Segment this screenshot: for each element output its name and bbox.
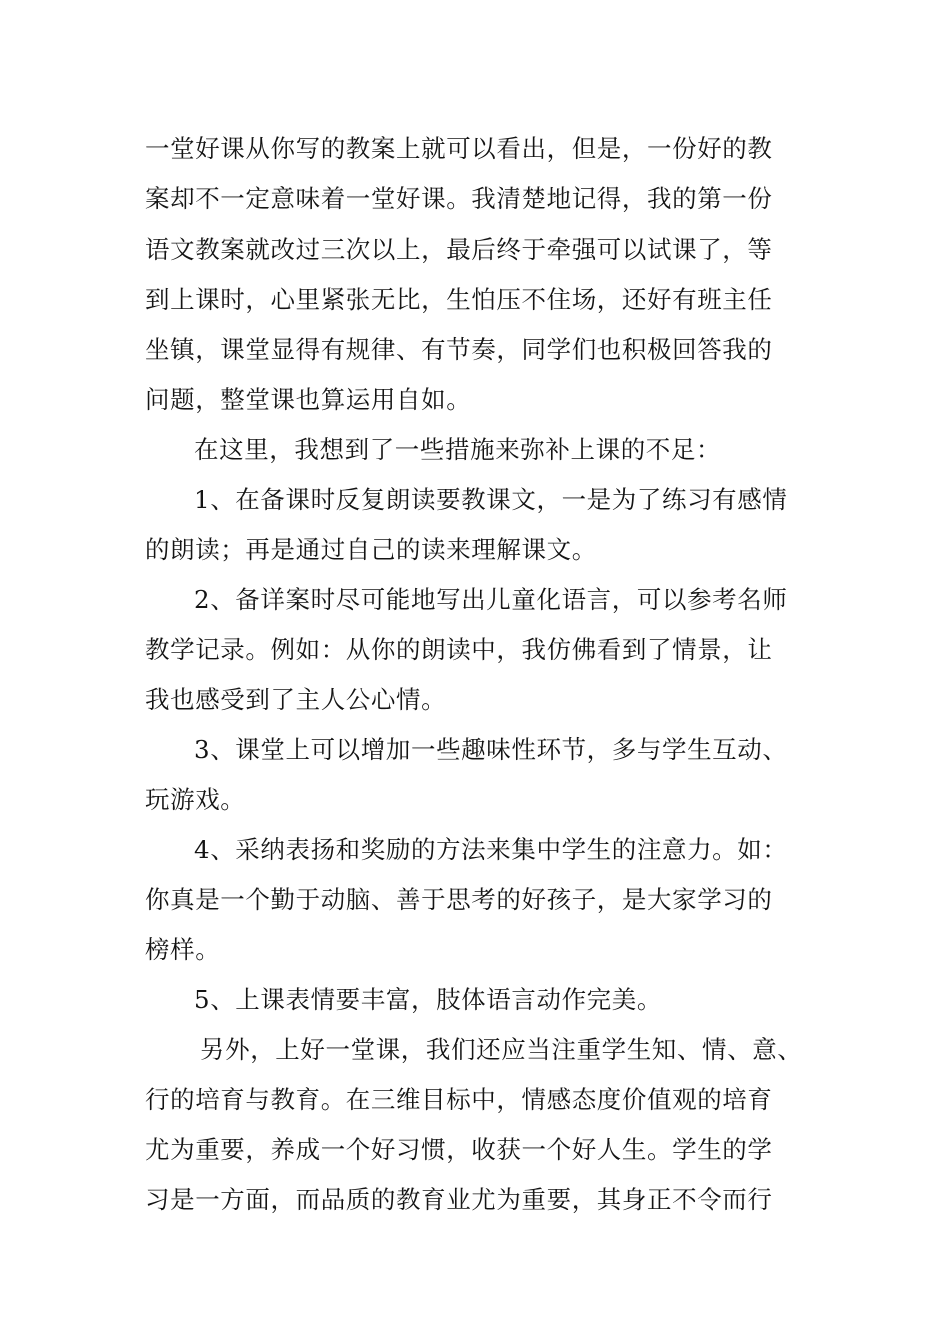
list-item-1-line: 1、在备课时反复朗读要教课文，一是为了练习有感情 (194, 485, 788, 514)
list-item-2-line: 2、备详案时尽可能地写出儿童化语言，可以参考名师 (194, 585, 788, 614)
list-item-4-line: 4、采纳表扬和奖励的方法来集中学生的注意力。如： (194, 835, 788, 864)
paragraph-first-line: 在这里，我想到了一些措施来弥补上课的不足： (194, 435, 722, 464)
list-item-4-line: 榜样。 (145, 935, 221, 964)
body-text-line: 案却不一定意味着一堂好课。我清楚地记得，我的第一份 (145, 184, 773, 213)
list-item-3-line: 3、课堂上可以增加一些趣味性环节，多与学生互动、 (194, 735, 788, 764)
paragraph-first-line: 另外，上好一堂课，我们还应当注重学生知、情、意、 (200, 1035, 803, 1064)
body-text-line: 到上课时，心里紧张无比，生怕压不住场，还好有班主任 (145, 285, 773, 314)
list-item-5-line: 5、上课表情要丰富，肢体语言动作完美。 (194, 985, 662, 1014)
list-item-3-line: 玩游戏。 (145, 785, 246, 814)
body-text-line: 问题，整堂课也算运用自如。 (145, 385, 472, 414)
body-text-line: 行的培育与教育。在三维目标中，情感态度价值观的培育 (145, 1085, 773, 1114)
body-text-line: 尤为重要，养成一个好习惯，收获一个好人生。学生的学 (145, 1135, 773, 1164)
body-text-line: 语文教案就改过三次以上，最后终于牵强可以试课了，等 (145, 235, 773, 264)
list-item-2-line: 我也感受到了主人公心情。 (145, 685, 447, 714)
body-text-line: 习是一方面，而品质的教育业尤为重要，其身正不令而行 (145, 1185, 773, 1214)
list-item-4-line: 你真是一个勤于动脑、善于思考的好孩子，是大家学习的 (145, 885, 773, 914)
body-text-line: 坐镇，课堂显得有规律、有节奏，同学们也积极回答我的 (145, 335, 773, 364)
body-text-line: 一堂好课从你写的教案上就可以看出，但是，一份好的教 (145, 134, 773, 163)
list-item-2-line: 教学记录。例如：从你的朗读中，我仿佛看到了情景，让 (145, 635, 773, 664)
list-item-1-line: 的朗读；再是通过自己的读来理解课文。 (145, 535, 597, 564)
